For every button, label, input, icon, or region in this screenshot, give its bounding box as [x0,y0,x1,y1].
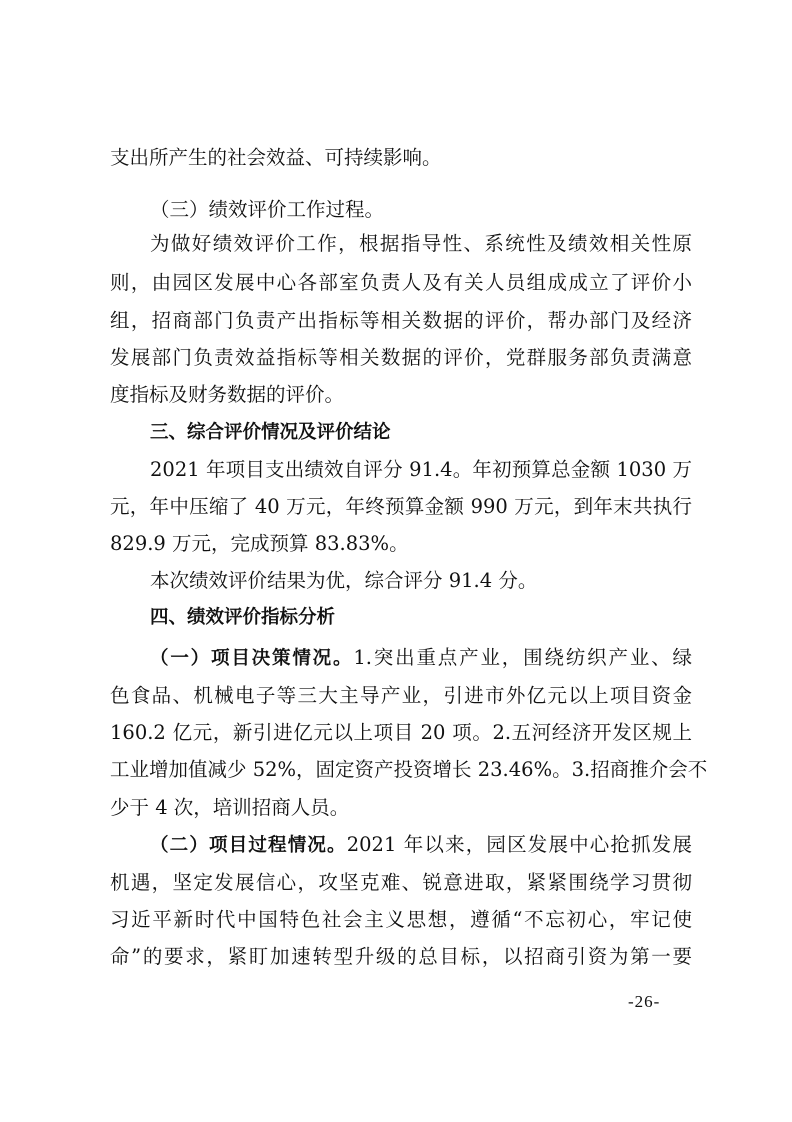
paragraph-line: 829.9 万元，完成预算 83.83%。 [110,532,409,555]
paragraph-text: 2021 年以来，园区发展中心抢抓发展 [346,833,692,856]
paragraph-line [150,641,692,675]
paragraph-line: 元，年中压缩了 40 万元，年终预算金额 990 万元，到年末共执行 [110,495,692,518]
paragraph-line: 160.2 亿元，新引进亿元以上项目 20 项。2.五河经济开发区规上 [110,721,692,744]
paragraph-line: 则，由园区发展中心各部室负责人及有关人员组成成立了评价小 [110,271,692,294]
paragraph-line: 本次绩效评价结果为优，综合评分 91.4 分。 [150,569,538,592]
paragraph-line: 为做好绩效评价工作，根据指导性、系统性及绩效相关性原 [150,232,692,255]
paragraph-line: 组，招商部门负责产出指标等相关数据的评价，帮办部门及经济 [110,309,692,332]
paragraph-text: 1.突出重点产业，围绕纺织产业、绿 [353,646,692,669]
section-heading-4: 四、绩效评价指标分析 [150,607,336,628]
paragraph-line: 色食品、机械电子等三大主导产业，引进市外亿元以上项目资金 [110,684,692,707]
paragraph-line [150,828,692,862]
subsection-heading-2: （二）项目过程情况。 [150,835,347,856]
paragraph-line: 习近平新时代中国特色社会主义思想，遵循“不忘初心，牢记使 [110,908,692,931]
subsection-heading-1: （一）项目决策情况。 [150,648,354,669]
paragraph-line: 少于 4 次，培训招商人员。 [110,796,350,819]
subsection-heading-3: （三）绩效评价工作过程。 [150,198,385,221]
section-heading-3: 三、综合评价情况及评价结论 [150,422,391,443]
paragraph-line: 度指标及财务数据的评价。 [110,383,345,406]
paragraph-line: 2021 年项目支出绩效自评分 91.4。年初预算总金额 1030 万 [150,458,692,481]
paragraph-line: 支出所产生的社会效益、可持续影响。 [110,146,442,169]
paragraph-line: 工业增加值减少 52%，固定资产投资增长 23.46%。3.招商推介会不 [110,758,708,781]
paragraph-line: 命”的要求，紧盯加速转型升级的总目标，以招商引资为第一要 [110,945,692,968]
paragraph-line: 发展部门负责效益指标等相关数据的评价，党群服务部负责满意 [110,346,692,369]
paragraph-line: 机遇，坚定发展信心，攻坚克难、锐意进取，紧紧围绕学习贯彻 [110,871,692,894]
page-number: -26- [628,992,661,1011]
